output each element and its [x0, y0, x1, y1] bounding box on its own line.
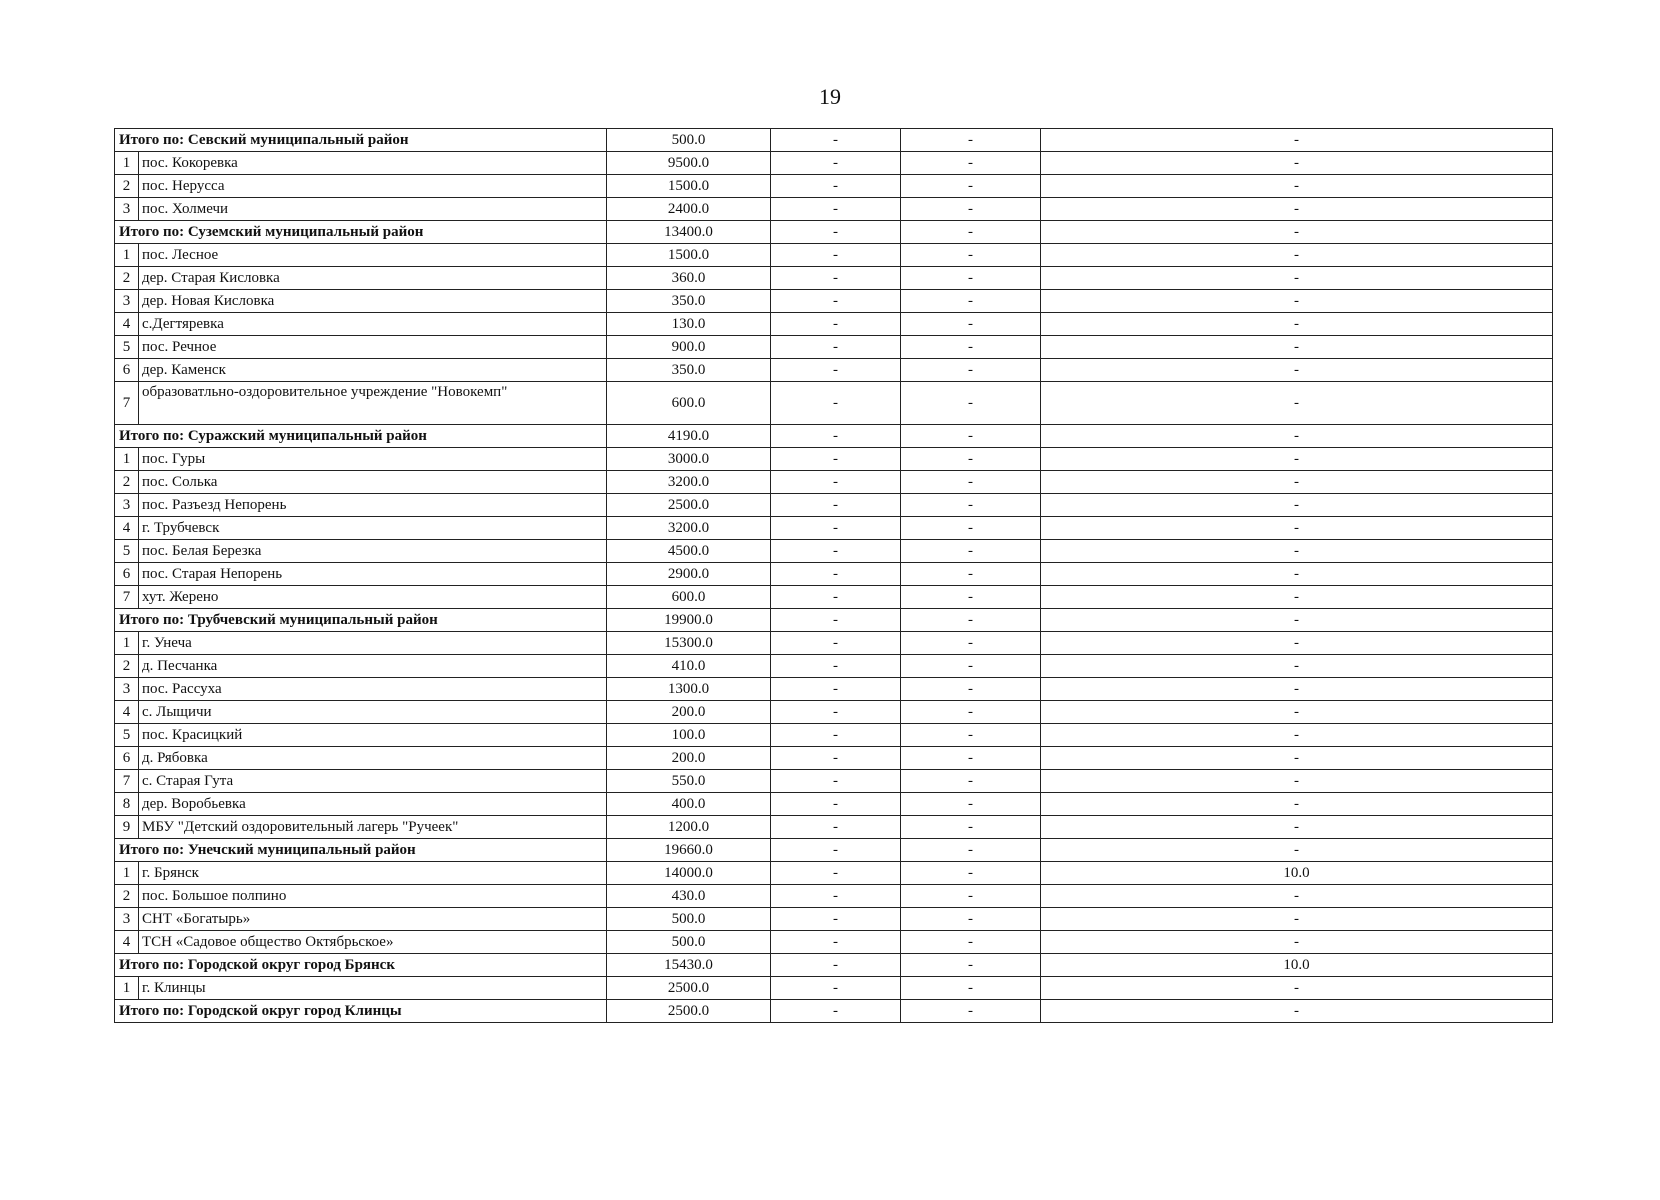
- settlement-name: образоватльно-оздоровительное учреждение "Новокемп": [139, 382, 607, 425]
- row-number: 5: [115, 724, 139, 747]
- value-cell: 550.0: [607, 770, 771, 793]
- table-row: [115, 701, 1553, 724]
- value-cell: 130.0: [607, 313, 771, 336]
- value-cell: 15430.0: [607, 954, 771, 977]
- value-cell: -: [901, 931, 1041, 954]
- row-number: 1: [115, 977, 139, 1000]
- value-cell: 1500.0: [607, 244, 771, 267]
- value-cell: -: [771, 129, 901, 152]
- value-cell: 600.0: [607, 586, 771, 609]
- value-cell: -: [1041, 655, 1553, 678]
- value-cell: -: [1041, 517, 1553, 540]
- value-cell: -: [901, 678, 1041, 701]
- table-row: [115, 862, 1553, 885]
- settlement-name: пос. Разъезд Непорень: [139, 494, 607, 517]
- row-number: 6: [115, 747, 139, 770]
- value-cell: -: [771, 563, 901, 586]
- value-cell: -: [771, 425, 901, 448]
- value-cell: 430.0: [607, 885, 771, 908]
- value-cell: -: [901, 632, 1041, 655]
- table-row: [115, 586, 1553, 609]
- table-row: [115, 563, 1553, 586]
- value-cell: -: [771, 885, 901, 908]
- row-number: 4: [115, 701, 139, 724]
- value-cell: -: [1041, 678, 1553, 701]
- value-cell: -: [1041, 336, 1553, 359]
- value-cell: -: [901, 494, 1041, 517]
- value-cell: -: [1041, 198, 1553, 221]
- value-cell: 3200.0: [607, 517, 771, 540]
- value-cell: -: [771, 931, 901, 954]
- table-row: [115, 816, 1553, 839]
- settlement-name: пос. Рассуха: [139, 678, 607, 701]
- value-cell: -: [901, 977, 1041, 1000]
- value-cell: -: [901, 586, 1041, 609]
- settlement-name: с.Дегтяревка: [139, 313, 607, 336]
- value-cell: -: [771, 359, 901, 382]
- value-cell: 400.0: [607, 793, 771, 816]
- value-cell: -: [771, 540, 901, 563]
- value-cell: -: [901, 839, 1041, 862]
- value-cell: -: [771, 1000, 901, 1023]
- value-cell: -: [771, 471, 901, 494]
- district-total-label: Итого по: Унечский муниципальный район: [115, 839, 607, 862]
- value-cell: -: [1041, 563, 1553, 586]
- value-cell: -: [771, 244, 901, 267]
- settlement-name: дер. Каменск: [139, 359, 607, 382]
- table-row: [115, 747, 1553, 770]
- total-row: [115, 954, 1553, 977]
- row-number: 6: [115, 359, 139, 382]
- value-cell: 1300.0: [607, 678, 771, 701]
- value-cell: -: [771, 747, 901, 770]
- row-number: 4: [115, 931, 139, 954]
- table-row: [115, 885, 1553, 908]
- value-cell: 2500.0: [607, 494, 771, 517]
- row-number: 7: [115, 586, 139, 609]
- value-cell: -: [901, 1000, 1041, 1023]
- value-cell: 4500.0: [607, 540, 771, 563]
- row-number: 2: [115, 175, 139, 198]
- settlement-name: д. Рябовка: [139, 747, 607, 770]
- value-cell: -: [1041, 632, 1553, 655]
- settlement-name: пос. Нерусса: [139, 175, 607, 198]
- settlement-name: пос. Старая Непорень: [139, 563, 607, 586]
- value-cell: 500.0: [607, 908, 771, 931]
- value-cell: -: [771, 816, 901, 839]
- table-row: [115, 678, 1553, 701]
- row-number: 3: [115, 494, 139, 517]
- value-cell: -: [771, 862, 901, 885]
- table-row: [115, 724, 1553, 747]
- settlement-name: дер. Воробьевка: [139, 793, 607, 816]
- value-cell: -: [1041, 290, 1553, 313]
- value-cell: -: [1041, 382, 1553, 425]
- value-cell: -: [901, 954, 1041, 977]
- table-row: [115, 770, 1553, 793]
- settlement-name: хут. Жерено: [139, 586, 607, 609]
- value-cell: -: [901, 816, 1041, 839]
- value-cell: -: [901, 862, 1041, 885]
- total-row: [115, 609, 1553, 632]
- value-cell: -: [1041, 448, 1553, 471]
- table-row: [115, 359, 1553, 382]
- value-cell: -: [901, 885, 1041, 908]
- table-row: [115, 152, 1553, 175]
- settlement-name: с. Старая Гута: [139, 770, 607, 793]
- value-cell: -: [901, 198, 1041, 221]
- value-cell: 350.0: [607, 359, 771, 382]
- row-number: 7: [115, 382, 139, 425]
- settlement-name: пос. Гуры: [139, 448, 607, 471]
- value-cell: -: [901, 152, 1041, 175]
- value-cell: 410.0: [607, 655, 771, 678]
- table-row: [115, 244, 1553, 267]
- settlement-name: пос. Солька: [139, 471, 607, 494]
- district-total-label: Итого по: Городской округ город Брянск: [115, 954, 607, 977]
- value-cell: -: [771, 313, 901, 336]
- settlement-name: д. Песчанка: [139, 655, 607, 678]
- value-cell: -: [901, 908, 1041, 931]
- table-row: [115, 793, 1553, 816]
- table-row: [115, 471, 1553, 494]
- value-cell: -: [1041, 244, 1553, 267]
- value-cell: -: [771, 655, 901, 678]
- row-number: 8: [115, 793, 139, 816]
- value-cell: -: [771, 152, 901, 175]
- settlement-name: пос. Кокоревка: [139, 152, 607, 175]
- value-cell: -: [901, 609, 1041, 632]
- value-cell: -: [1041, 152, 1553, 175]
- value-cell: -: [901, 267, 1041, 290]
- value-cell: -: [901, 336, 1041, 359]
- value-cell: 500.0: [607, 931, 771, 954]
- value-cell: 13400.0: [607, 221, 771, 244]
- value-cell: -: [771, 267, 901, 290]
- value-cell: -: [901, 244, 1041, 267]
- row-number: 1: [115, 244, 139, 267]
- value-cell: 10.0: [1041, 954, 1553, 977]
- value-cell: -: [901, 290, 1041, 313]
- settlement-name: г. Трубчевск: [139, 517, 607, 540]
- value-cell: -: [771, 517, 901, 540]
- row-number: 1: [115, 862, 139, 885]
- value-cell: -: [1041, 267, 1553, 290]
- value-cell: -: [1041, 885, 1553, 908]
- settlement-name: пос. Красицкий: [139, 724, 607, 747]
- settlement-name: г. Брянск: [139, 862, 607, 885]
- table-row: [115, 382, 1553, 425]
- district-total-label: Итого по: Суземский муниципальный район: [115, 221, 607, 244]
- value-cell: -: [1041, 816, 1553, 839]
- value-cell: -: [1041, 931, 1553, 954]
- value-cell: -: [1041, 540, 1553, 563]
- row-number: 3: [115, 908, 139, 931]
- row-number: 2: [115, 655, 139, 678]
- value-cell: -: [771, 198, 901, 221]
- value-cell: -: [1041, 747, 1553, 770]
- value-cell: -: [901, 793, 1041, 816]
- table-row: [115, 198, 1553, 221]
- settlement-name: пос. Белая Березка: [139, 540, 607, 563]
- value-cell: -: [1041, 839, 1553, 862]
- table-row: [115, 494, 1553, 517]
- settlement-name: с. Лыщичи: [139, 701, 607, 724]
- data-table: [114, 128, 1553, 1023]
- settlement-name: г. Унеча: [139, 632, 607, 655]
- table-row: [115, 632, 1553, 655]
- value-cell: -: [901, 448, 1041, 471]
- value-cell: -: [771, 977, 901, 1000]
- value-cell: 1500.0: [607, 175, 771, 198]
- value-cell: -: [1041, 609, 1553, 632]
- value-cell: -: [771, 336, 901, 359]
- value-cell: -: [901, 747, 1041, 770]
- value-cell: -: [1041, 770, 1553, 793]
- value-cell: -: [901, 770, 1041, 793]
- row-number: 2: [115, 267, 139, 290]
- table-row: [115, 267, 1553, 290]
- total-row: [115, 221, 1553, 244]
- value-cell: 2500.0: [607, 1000, 771, 1023]
- value-cell: -: [1041, 425, 1553, 448]
- value-cell: -: [901, 563, 1041, 586]
- row-number: 1: [115, 632, 139, 655]
- value-cell: -: [1041, 471, 1553, 494]
- value-cell: -: [771, 908, 901, 931]
- total-row: [115, 1000, 1553, 1023]
- row-number: 6: [115, 563, 139, 586]
- table-row: [115, 448, 1553, 471]
- district-total-label: Итого по: Трубчевский муниципальный район: [115, 609, 607, 632]
- value-cell: -: [901, 471, 1041, 494]
- value-cell: 19660.0: [607, 839, 771, 862]
- value-cell: -: [901, 701, 1041, 724]
- value-cell: -: [771, 724, 901, 747]
- table-row: [115, 655, 1553, 678]
- value-cell: 10.0: [1041, 862, 1553, 885]
- value-cell: -: [901, 175, 1041, 198]
- value-cell: 14000.0: [607, 862, 771, 885]
- table-row: [115, 336, 1553, 359]
- value-cell: -: [1041, 908, 1553, 931]
- value-cell: -: [1041, 129, 1553, 152]
- value-cell: 900.0: [607, 336, 771, 359]
- value-cell: -: [771, 954, 901, 977]
- total-row: [115, 129, 1553, 152]
- value-cell: -: [901, 382, 1041, 425]
- value-cell: -: [901, 425, 1041, 448]
- row-number: 7: [115, 770, 139, 793]
- value-cell: 600.0: [607, 382, 771, 425]
- value-cell: -: [901, 724, 1041, 747]
- table-row: [115, 175, 1553, 198]
- value-cell: -: [1041, 175, 1553, 198]
- row-number: 2: [115, 471, 139, 494]
- row-number: 4: [115, 313, 139, 336]
- settlement-name: пос. Лесное: [139, 244, 607, 267]
- value-cell: -: [771, 494, 901, 517]
- page-number: 19: [819, 84, 841, 109]
- value-cell: 100.0: [607, 724, 771, 747]
- total-row: [115, 425, 1553, 448]
- value-cell: -: [771, 678, 901, 701]
- value-cell: -: [901, 359, 1041, 382]
- settlement-name: МБУ "Детский оздоровительный лагерь "Ручеек": [139, 816, 607, 839]
- value-cell: 1200.0: [607, 816, 771, 839]
- value-cell: -: [771, 632, 901, 655]
- value-cell: 15300.0: [607, 632, 771, 655]
- settlement-name: СНТ «Богатырь»: [139, 908, 607, 931]
- value-cell: 3000.0: [607, 448, 771, 471]
- value-cell: 9500.0: [607, 152, 771, 175]
- value-cell: 4190.0: [607, 425, 771, 448]
- value-cell: -: [901, 129, 1041, 152]
- value-cell: -: [901, 313, 1041, 336]
- settlement-name: ТСН «Садовое общество Октябрьское»: [139, 931, 607, 954]
- value-cell: -: [1041, 313, 1553, 336]
- value-cell: 19900.0: [607, 609, 771, 632]
- value-cell: -: [1041, 724, 1553, 747]
- settlement-name: пос. Большое полпино: [139, 885, 607, 908]
- settlement-name: дер. Новая Кисловка: [139, 290, 607, 313]
- row-number: 4: [115, 517, 139, 540]
- row-number: 5: [115, 336, 139, 359]
- value-cell: -: [771, 448, 901, 471]
- value-cell: -: [771, 175, 901, 198]
- value-cell: -: [1041, 221, 1553, 244]
- district-total-label: Итого по: Суражский муниципальный район: [115, 425, 607, 448]
- value-cell: 2400.0: [607, 198, 771, 221]
- value-cell: 2900.0: [607, 563, 771, 586]
- district-total-label: Итого по: Севский муниципальный район: [115, 129, 607, 152]
- row-number: 1: [115, 152, 139, 175]
- value-cell: -: [901, 655, 1041, 678]
- value-cell: 3200.0: [607, 471, 771, 494]
- value-cell: -: [771, 221, 901, 244]
- table-row: [115, 931, 1553, 954]
- table-row: [115, 517, 1553, 540]
- value-cell: -: [771, 793, 901, 816]
- value-cell: -: [901, 540, 1041, 563]
- value-cell: -: [1041, 977, 1553, 1000]
- value-cell: -: [1041, 1000, 1553, 1023]
- table-body: [115, 129, 1553, 1023]
- value-cell: -: [1041, 701, 1553, 724]
- value-cell: -: [901, 221, 1041, 244]
- value-cell: -: [771, 586, 901, 609]
- settlement-name: пос. Речное: [139, 336, 607, 359]
- value-cell: 500.0: [607, 129, 771, 152]
- value-cell: -: [1041, 586, 1553, 609]
- settlement-name: дер. Старая Кисловка: [139, 267, 607, 290]
- table-row: [115, 908, 1553, 931]
- row-number: 5: [115, 540, 139, 563]
- table-row: [115, 977, 1553, 1000]
- value-cell: -: [771, 701, 901, 724]
- value-cell: -: [771, 770, 901, 793]
- row-number: 3: [115, 198, 139, 221]
- value-cell: 200.0: [607, 747, 771, 770]
- table-row: [115, 290, 1553, 313]
- value-cell: -: [771, 839, 901, 862]
- value-cell: -: [901, 517, 1041, 540]
- row-number: 2: [115, 885, 139, 908]
- table-row: [115, 540, 1553, 563]
- value-cell: 200.0: [607, 701, 771, 724]
- value-cell: -: [1041, 359, 1553, 382]
- value-cell: -: [1041, 793, 1553, 816]
- settlement-name: г. Клинцы: [139, 977, 607, 1000]
- table-row: [115, 313, 1553, 336]
- row-number: 9: [115, 816, 139, 839]
- total-row: [115, 839, 1553, 862]
- row-number: 3: [115, 678, 139, 701]
- row-number: 3: [115, 290, 139, 313]
- value-cell: 360.0: [607, 267, 771, 290]
- value-cell: 350.0: [607, 290, 771, 313]
- value-cell: -: [771, 290, 901, 313]
- district-total-label: Итого по: Городской округ город Клинцы: [115, 1000, 607, 1023]
- settlement-name: пос. Холмечи: [139, 198, 607, 221]
- value-cell: -: [771, 609, 901, 632]
- value-cell: -: [771, 382, 901, 425]
- value-cell: -: [1041, 494, 1553, 517]
- value-cell: 2500.0: [607, 977, 771, 1000]
- row-number: 1: [115, 448, 139, 471]
